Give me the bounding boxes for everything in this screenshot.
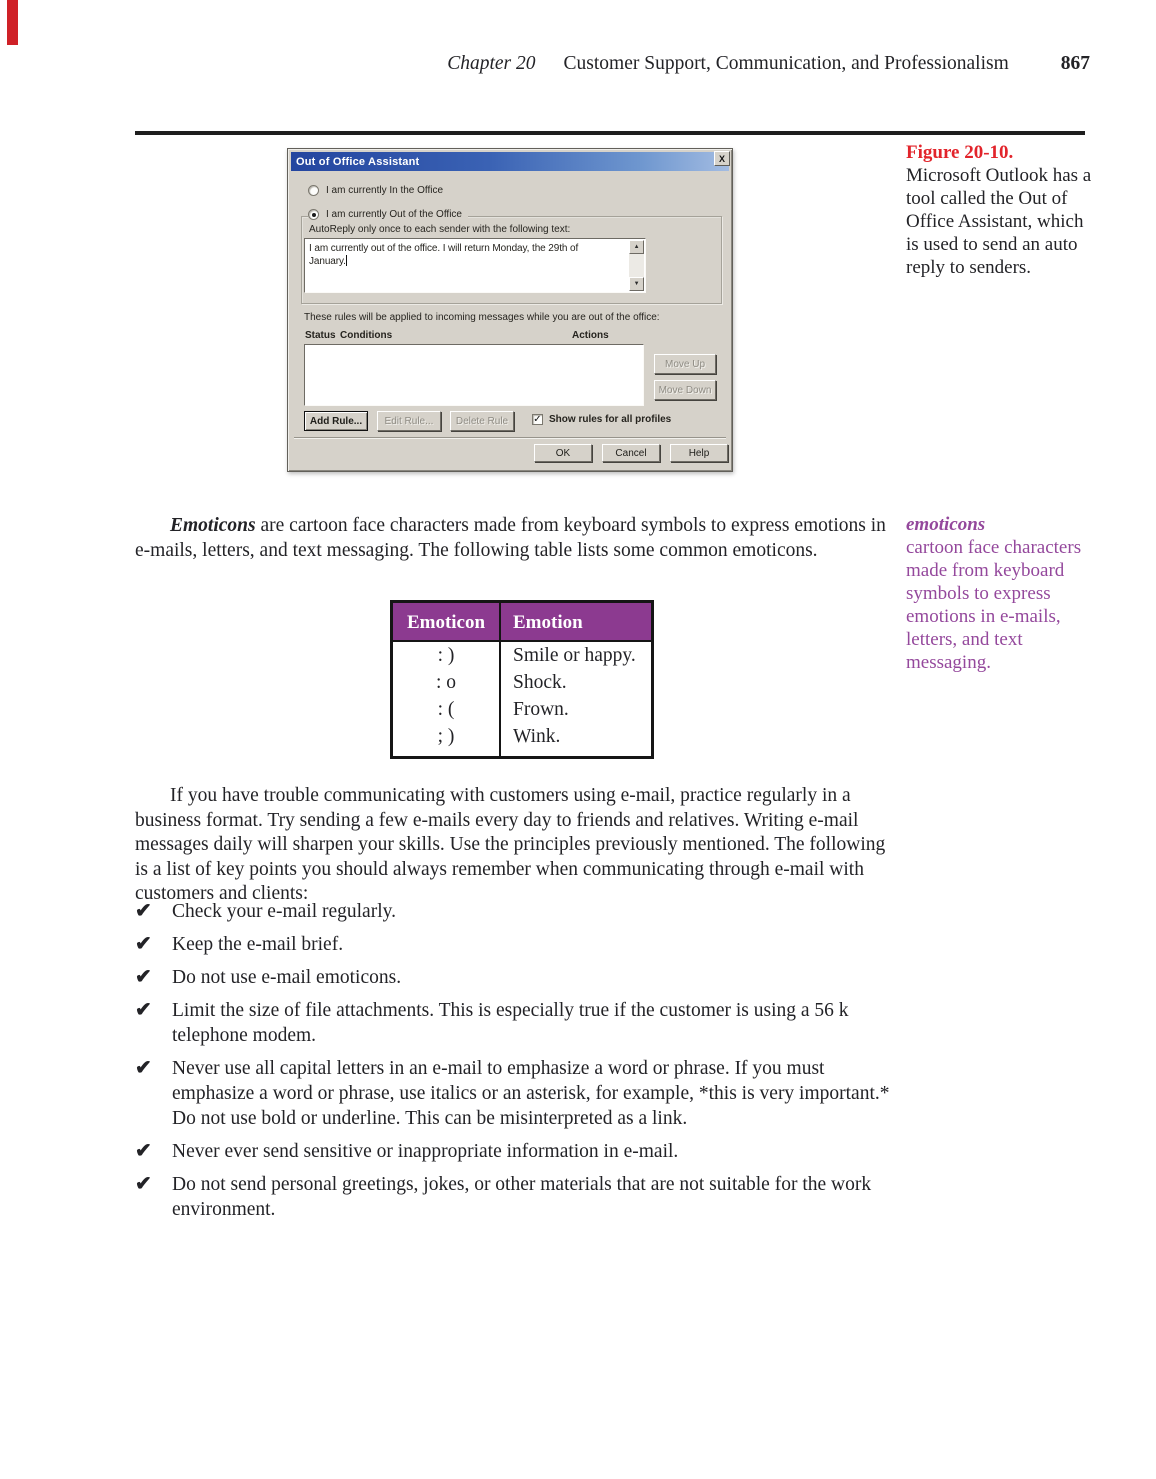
list-item [135, 965, 905, 990]
paragraph-email-practice [135, 784, 887, 907]
checkmark-icon: ✔ [135, 1173, 152, 1195]
add-rule-button[interactable]: Add Rule... [304, 411, 368, 431]
outlook-out-of-office-dialog [287, 148, 733, 472]
autoreply-textbox[interactable] [304, 238, 646, 293]
emoticons-term: Emoticons [170, 515, 256, 536]
radio-out-of-the-office[interactable] [308, 209, 468, 220]
cell-emoticon: : ) [393, 642, 501, 669]
show-rules-checkbox-row[interactable] [532, 414, 671, 425]
list-item-text: Keep the e-mail brief. [172, 934, 344, 955]
edit-rule-button[interactable]: Edit Rule... [377, 411, 441, 431]
radio-unselected-icon[interactable] [308, 185, 319, 196]
delete-rule-button[interactable]: Delete Rule [450, 411, 514, 431]
dialog-separator [294, 437, 726, 439]
dialog-titlebar[interactable] [291, 152, 729, 171]
list-item-text: Never ever send sensitive or inappropriate information in e-mail. [172, 1141, 679, 1162]
table-row [393, 669, 651, 696]
show-rules-label: Show rules for all profiles [549, 414, 672, 425]
table-row [393, 696, 651, 723]
checkmark-icon: ✔ [135, 1140, 152, 1162]
cell-emotion: Smile or happy. [513, 645, 636, 666]
autoreply-text-line2: January. [309, 256, 346, 267]
autoreply-text-line1: I am currently out of the office. I will return Monday, the 29th of [309, 243, 579, 254]
cell-emotion: Wink. [513, 726, 561, 747]
list-item [135, 1056, 905, 1131]
radio-in-the-office[interactable] [308, 185, 443, 196]
table-row [393, 723, 651, 756]
column-conditions: Conditions [340, 330, 393, 341]
cell-emotion: Shock. [513, 672, 567, 693]
autoreply-label: AutoReply only once to each sender with the following text: [309, 224, 571, 235]
header-rule [135, 131, 1085, 135]
margin-term: emoticons [906, 514, 986, 535]
radio-in-office-label: I am currently In the Office [326, 185, 444, 196]
paragraph-email-practice-text: If you have trouble communicating with customers using e-mail, practice regularly in a business format. Try sending a few e-mails every day to friends and relatives. Writing e-mail messages daily will sharpen your skills. Use the principles previously mentioned. The following is a list of key points you should always remember when communicating through e-mail with customers and clients: [135, 785, 886, 904]
ok-button[interactable]: OK [534, 444, 592, 462]
text-caret [346, 255, 347, 266]
radio-out-office-label: I am currently Out of the Office [326, 209, 462, 220]
email-key-points-list [135, 899, 905, 1230]
checkmark-icon: ✔ [135, 933, 152, 955]
cancel-button[interactable]: Cancel [602, 444, 660, 462]
list-item-text: Limit the size of file attachments. This is especially true if the customer is using a 56 k telephone modem. [172, 1000, 849, 1046]
help-button[interactable]: Help [670, 444, 728, 462]
cell-emoticon: ; ) [393, 723, 501, 756]
list-item-text: Never use all capital letters in an e-mail to emphasize a word or phrase. If you must emphasize a word or phrase, use italics or an asterisk, for example, *this is very important.* Do not use bold or underline. This can be misinterpreted as a link. [172, 1058, 890, 1129]
figure-label: Figure 20-10. [906, 142, 1014, 163]
chapter-title: Customer Support, Communication, and Professionalism [563, 53, 1009, 74]
table-row [393, 642, 651, 669]
column-status: Status [305, 330, 336, 341]
figure-caption [906, 141, 1096, 279]
list-item-text: Do not send personal greetings, jokes, or other materials that are not suitable for the work environment. [172, 1174, 872, 1220]
radio-selected-icon[interactable] [308, 209, 319, 220]
scroll-up-icon[interactable]: ▲ [629, 240, 644, 254]
chapter-label: Chapter 20 [447, 53, 536, 74]
scroll-down-icon[interactable]: ▼ [629, 277, 644, 291]
list-item [135, 1172, 905, 1222]
rules-label: These rules will be applied to incoming messages while you are out of the office: [304, 312, 660, 323]
close-icon[interactable]: X [714, 151, 730, 166]
checkmark-icon: ✔ [135, 966, 152, 988]
list-item [135, 899, 905, 924]
move-down-button[interactable]: Move Down [654, 380, 716, 400]
header-emoticon: Emoticon [393, 603, 501, 640]
move-up-button[interactable]: Move Up [654, 354, 716, 374]
figure-caption-text: Microsoft Outlook has a tool called the Out of Office Assistant, which is used to send an auto reply to senders. [906, 165, 1092, 278]
page-edge-red-mark [7, 0, 18, 45]
header-emotion: Emotion [513, 612, 583, 633]
checkmark-icon: ✔ [135, 999, 152, 1021]
checkbox-checked-icon[interactable]: ✓ [533, 414, 542, 425]
list-item [135, 998, 905, 1048]
cell-emoticon: : ( [393, 696, 501, 723]
dialog-title: Out of Office Assistant [296, 155, 420, 168]
checkmark-icon: ✔ [135, 900, 152, 922]
margin-note-emoticons [906, 513, 1096, 674]
margin-definition: cartoon face characters made from keyboard symbols to express emotions in e-mails, letters, and text messaging. [906, 537, 1082, 673]
rules-listbox[interactable] [304, 344, 644, 406]
paragraph-emoticons-text: are cartoon face characters made from keyboard symbols to express emotions in e-mails, letters, and text messaging. The following table lists some common emoticons. [135, 515, 886, 561]
list-item [135, 1139, 905, 1164]
column-actions: Actions [572, 330, 609, 341]
page-number: 867 [1060, 53, 1090, 74]
list-item-text: Check your e-mail regularly. [172, 901, 396, 922]
running-header [135, 53, 1090, 75]
textbox-scrollbar[interactable] [629, 240, 644, 291]
checkmark-icon: ✔ [135, 1057, 152, 1079]
paragraph-emoticons [135, 514, 887, 563]
emoticon-table-header [393, 603, 651, 642]
list-item [135, 932, 905, 957]
cell-emotion: Frown. [513, 699, 569, 720]
cell-emoticon: : o [393, 669, 501, 696]
list-item-text: Do not use e-mail emoticons. [172, 967, 402, 988]
emoticon-table [390, 600, 654, 759]
